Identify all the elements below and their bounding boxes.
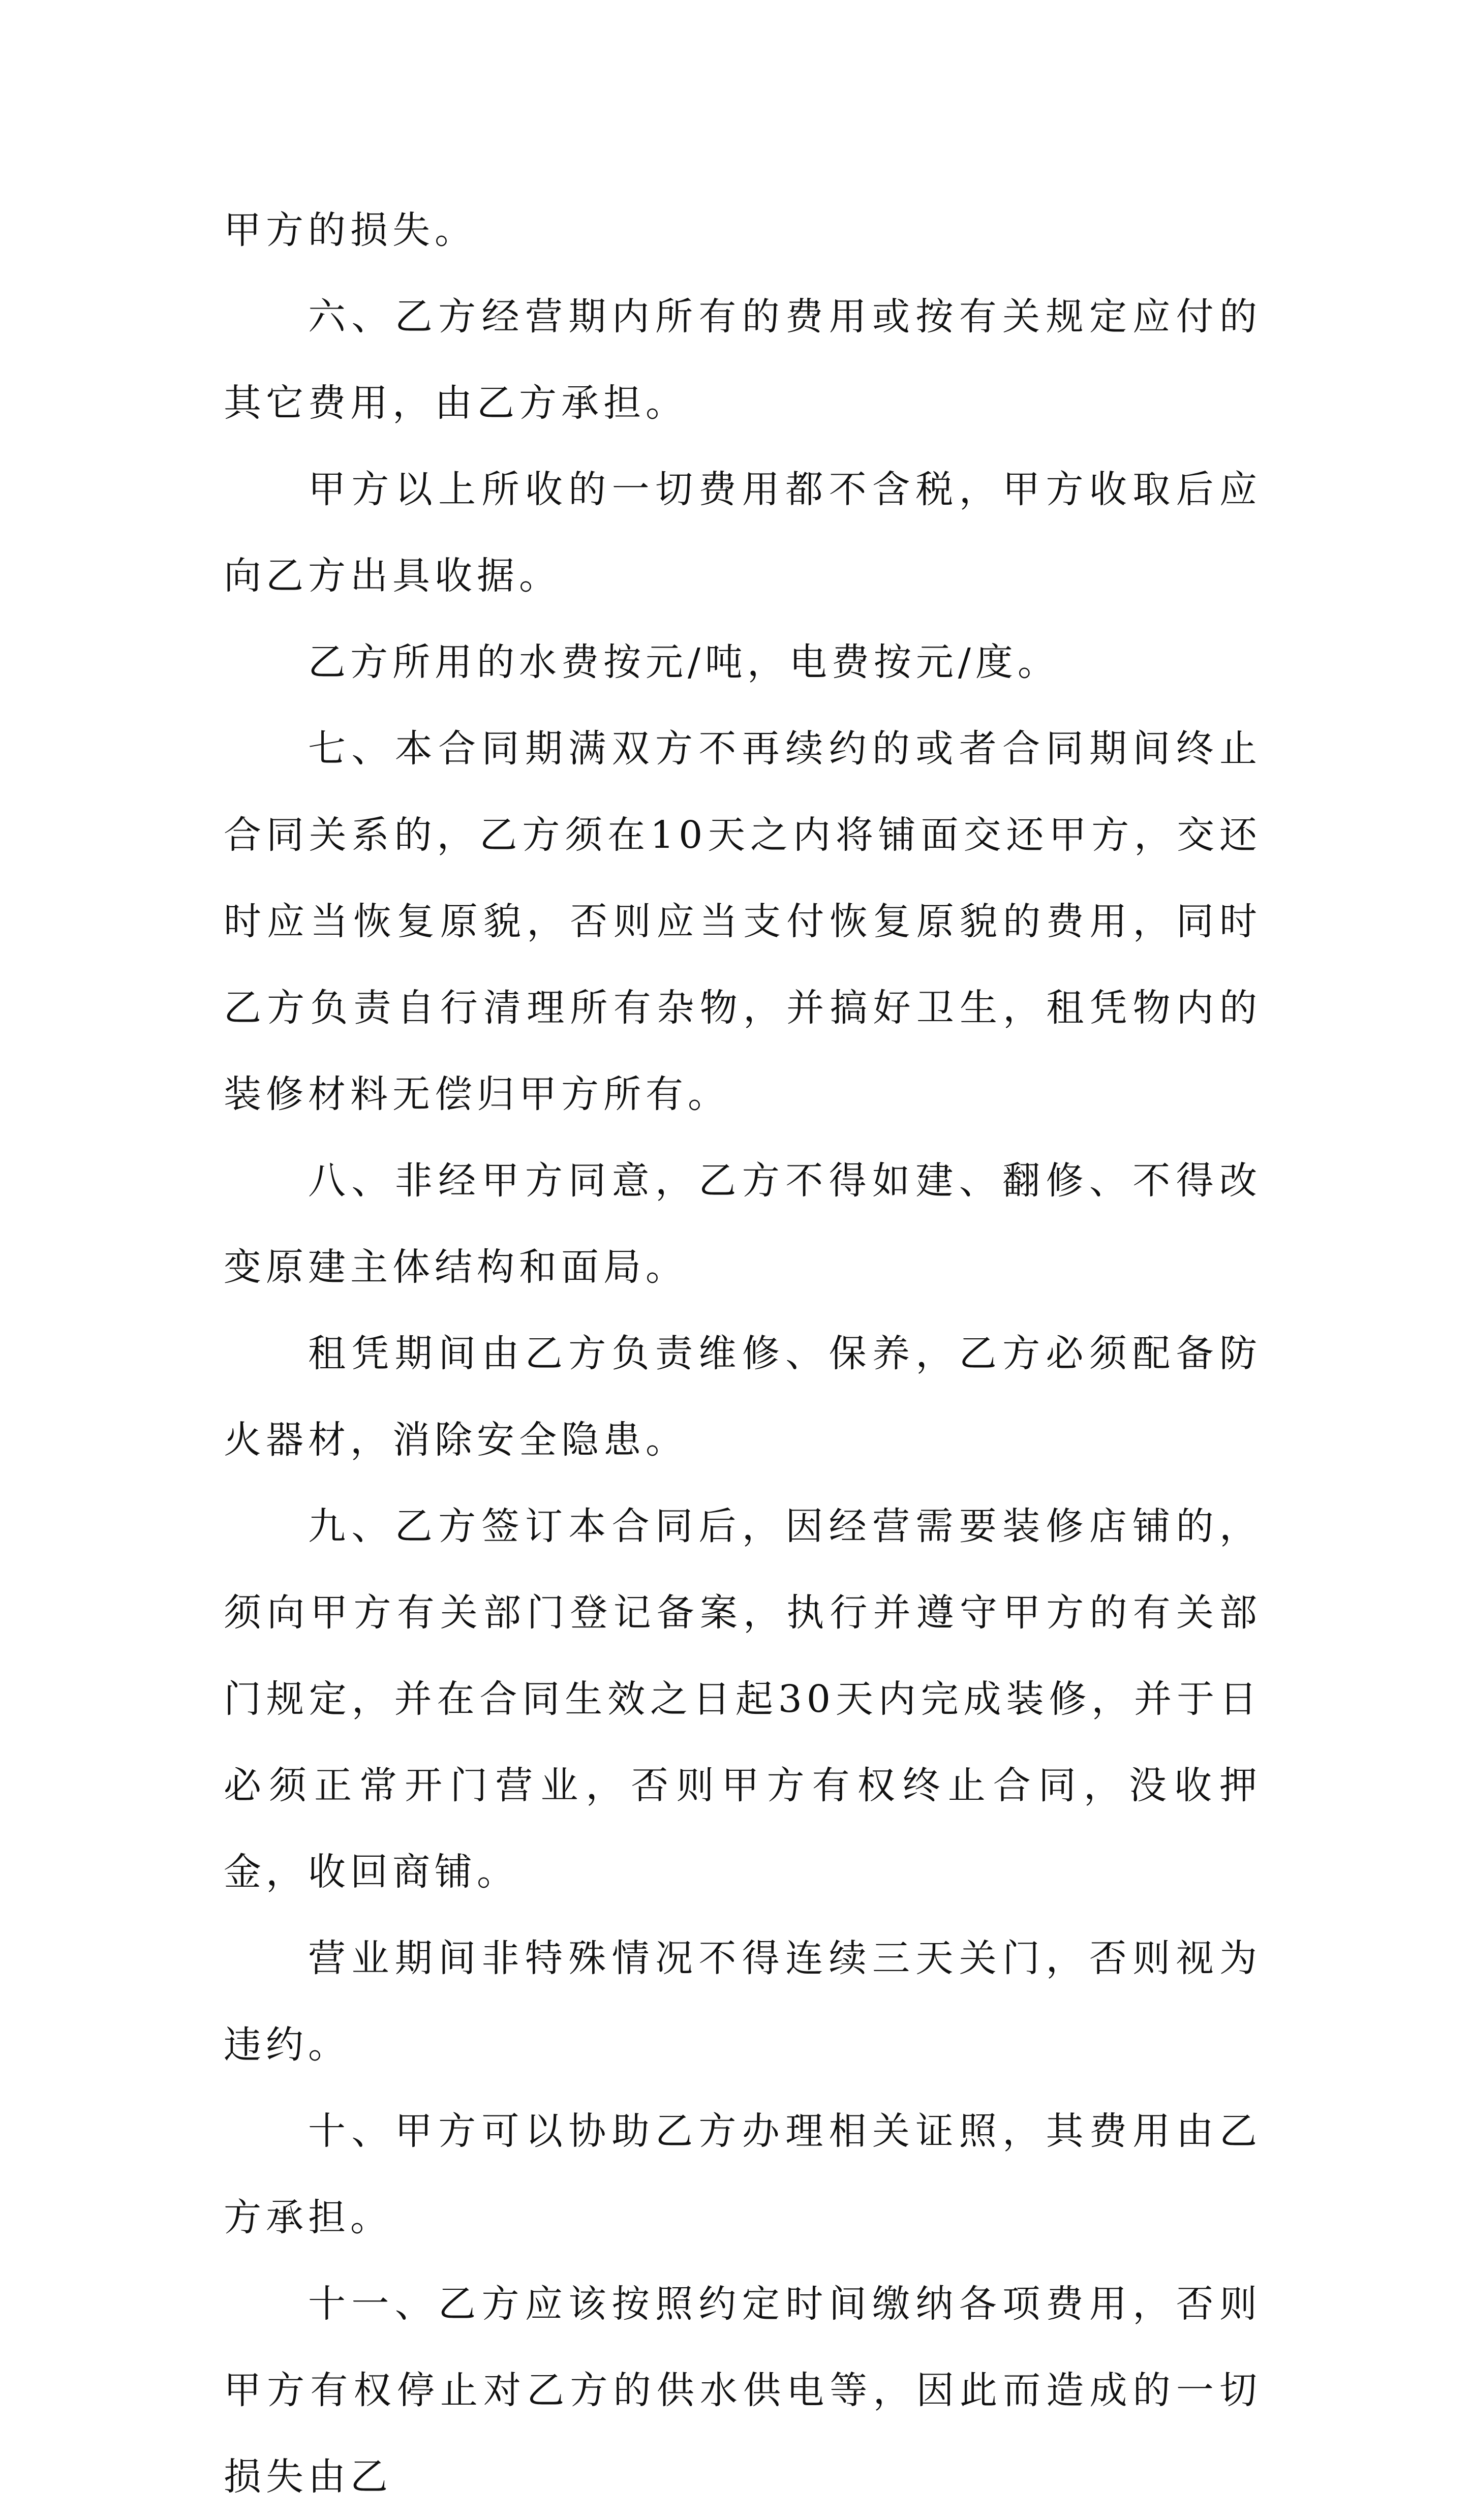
paragraph-closure-rule: 营业期间非特殊情况不得连续三天关门，否则视为违约。	[224, 1937, 1262, 2067]
paragraph-clause-10: 十、甲方可以协助乙方办理相关证照，其费用由乙方承担。	[224, 2109, 1262, 2239]
paragraph-clause-9: 九、乙方签订本合同后，因经营需要装修店铺的，须向甲方有关部门登记备案，执行并遵守甲方的有关部门规定，并在合同生效之日起30天内完成装修，并于日必须正常开门营业，否则甲方有权终止合同，没收押金，收回商铺。	[224, 1504, 1262, 1894]
paragraph-fees-receipt: 甲方以上所收的一切费用都不含税，甲方收取后应向乙方出具收据。	[224, 468, 1262, 598]
paragraph-maintenance: 租凭期间由乙方负责维修、保养，乙方必须配备防火器材，消除安全隐患。	[224, 1332, 1262, 1462]
paragraph-clause-8: 八、非经甲方同意，乙方不得如建、翻修、不得改变原建主体结构和面局。	[224, 1159, 1262, 1289]
document-body	[224, 187, 1262, 2520]
paragraph-loss-continuation: 甲方的损失。	[224, 208, 477, 252]
paragraph-clause-7: 七、本合同期满双方不再续约的或者合同期间终止合同关系的，乙方须在10天之内将铺面交还甲方，交还时应当恢复原貌，否则应当支付恢复原貌的费用，同时乙方负责自行清理所有杂物，并搞好卫生，租凭物内的装修材料无偿归甲方所有。	[224, 727, 1262, 1116]
paragraph-utility-rates: 乙方所用的水费按元/吨，电费按元/度。	[308, 640, 1060, 684]
paragraph-clause-11: 十一、乙方应该按照约定时间缴纳各项费用，否则甲方有权停止对乙方的供水供电等，因此而造成的一切损失由乙	[224, 2282, 1262, 2499]
paragraph-clause-6: 六、乙方经营期内所有的费用或按有关规定应付的其它费用，由乙方承担。	[224, 295, 1262, 425]
